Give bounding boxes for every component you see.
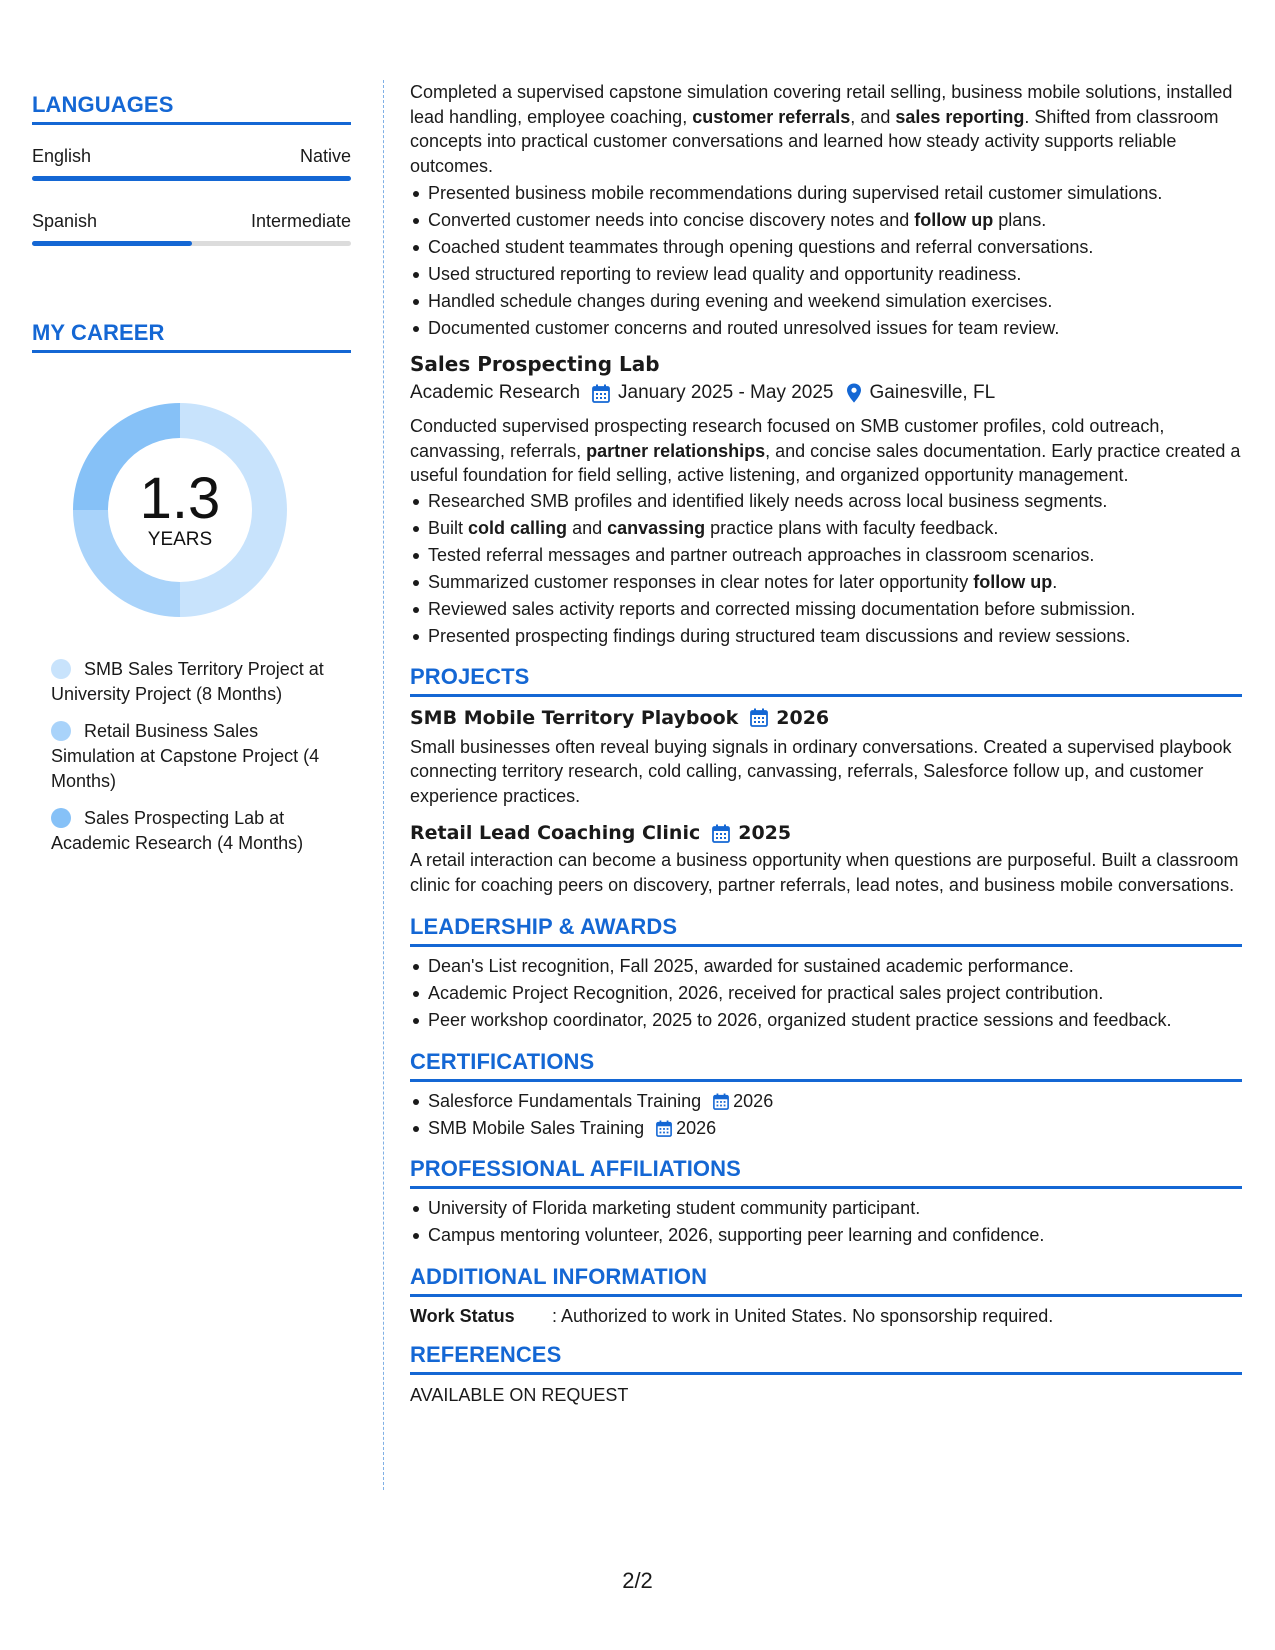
additional-title: ADDITIONAL INFORMATION — [410, 1264, 1242, 1297]
list-item: Researched SMB profiles and identified likely needs across local business segments. — [410, 488, 1242, 515]
language-name: English — [32, 146, 92, 166]
career-donut-chart — [67, 397, 293, 623]
language-name: Spanish — [32, 211, 98, 231]
cert-name: SMB Mobile Sales Training — [428, 1118, 645, 1138]
calendar-icon — [656, 1120, 672, 1137]
language-english — [32, 145, 351, 181]
location-pin-icon — [846, 383, 862, 403]
job-title: Sales Prospecting Lab — [410, 352, 660, 376]
project-name: SMB Mobile Territory Playbook — [410, 706, 739, 729]
language-bar — [32, 241, 351, 246]
work-status-label: Work Status — [410, 1306, 515, 1326]
language-level: Native — [299, 146, 351, 166]
languages-title: LANGUAGES — [32, 92, 351, 125]
list-item: Handled schedule changes during evening and weekend simulation exercises. — [410, 288, 1242, 315]
list-item: Presented prospecting findings during structured team discussions and review sessions. — [410, 623, 1242, 650]
job-description: Conducted supervised prospecting research focused on SMB customer profiles, cold outreach, canvassing, referrals, partner relationships, and concise sales documentation. Early practice created a useful foundation for field selling, active listening, and organized opportunity management. — [410, 416, 1241, 485]
project-description: Small businesses often reveal buying signals in ordinary conversations. Created a supervised playbook connecting territory research, cold calling, canvassing, referrals, Salesforce follow up, and customer experience practices. — [410, 736, 1232, 806]
list-item: Tested referral messages and partner outreach approaches in classroom scenarios. — [410, 542, 1242, 569]
list-item — [410, 1115, 1242, 1142]
job-bullets — [410, 488, 1242, 650]
language-bar-fill — [32, 176, 351, 181]
language-level: Intermediate — [250, 211, 351, 231]
list-item: University of Florida marketing student community participant. — [410, 1195, 1242, 1222]
list-item: Campus mentoring volunteer, 2026, supporting peer learning and confidence. — [410, 1222, 1242, 1249]
project-title — [410, 705, 1242, 731]
career-title: MY CAREER — [32, 320, 351, 353]
career-unit: YEARS — [147, 529, 213, 550]
projects-title: PROJECTS — [410, 664, 1242, 697]
project-name: Retail Lead Coaching Clinic — [410, 822, 701, 844]
affiliations-list — [410, 1195, 1242, 1249]
list-item: Coached student teammates through opening questions and referral conversations. — [410, 234, 1242, 261]
career-legend — [32, 657, 351, 856]
career-legend-item — [51, 657, 331, 707]
legend-label: Sales Prospecting Lab at Academic Research (4 Months) — [51, 808, 304, 853]
list-item: Dean's List recognition, Fall 2025, awarded for sustained academic performance. — [410, 953, 1242, 980]
project-title — [410, 820, 1242, 846]
career-total: 1.3 — [139, 466, 221, 531]
job-meta — [410, 380, 1242, 406]
list-item: Reviewed sales activity reports and corrected missing documentation before submission. — [410, 596, 1242, 623]
leadership-list — [410, 953, 1242, 1034]
calendar-icon — [750, 708, 768, 727]
cert-year: 2026 — [676, 1118, 717, 1138]
legend-label: Retail Business Sales Simulation at Capstone Project (4 Months) — [51, 721, 320, 791]
job-org: Academic Research — [410, 382, 581, 403]
list-item: Built cold calling and canvassing practice plans with faculty feedback. — [410, 515, 1242, 542]
experience-intro: Completed a supervised capstone simulation covering retail selling, business mobile solutions, installed lead handling, employee coaching, customer referrals, and sales reporting. Shifted from classroom concepts into practical customer conversations and learned how steady activity supports reliable outcomes. — [410, 82, 1233, 176]
job-dates: January 2025 - May 2025 — [618, 382, 834, 403]
calendar-icon — [592, 384, 610, 403]
right-column — [410, 80, 1242, 1408]
page-number: 2/2 — [622, 1568, 653, 1593]
language-bar — [32, 176, 351, 181]
column-divider — [383, 80, 384, 1490]
list-item: Presented business mobile recommendations during supervised retail customer simulations. — [410, 180, 1242, 207]
work-status-row — [410, 1304, 1242, 1328]
list-item: Peer workshop coordinator, 2025 to 2026, organized student practice sessions and feedback. — [410, 1007, 1242, 1034]
list-item: Academic Project Recognition, 2026, received for practical sales project contribution. — [410, 980, 1242, 1007]
list-item: Summarized customer responses in clear notes for later opportunity follow up. — [410, 569, 1242, 596]
cert-name: Salesforce Fundamentals Training — [428, 1091, 702, 1111]
career-legend-item — [51, 719, 331, 794]
list-item: Converted customer needs into concise discovery notes and follow up plans. — [410, 207, 1242, 234]
affiliations-title: PROFESSIONAL AFFILIATIONS — [410, 1156, 1242, 1189]
language-bar-fill — [32, 241, 192, 246]
project-description: A retail interaction can become a business opportunity when questions are purposeful. Built a classroom clinic for coaching peers on discovery, partner referrals, lead notes, and business mobile conversations. — [410, 850, 1239, 895]
career-legend-item — [51, 806, 331, 856]
calendar-icon — [713, 1093, 729, 1110]
certifications-list — [410, 1088, 1242, 1142]
legend-dot — [51, 721, 71, 741]
calendar-icon — [712, 824, 730, 843]
leadership-title: LEADERSHIP & AWARDS — [410, 914, 1242, 947]
certifications-title: CERTIFICATIONS — [410, 1049, 1242, 1082]
list-item — [410, 1088, 1242, 1115]
job-location: Gainesville, FL — [869, 382, 996, 403]
references-text: AVAILABLE ON REQUEST — [410, 1385, 629, 1405]
references-title: REFERENCES — [410, 1342, 1242, 1375]
project-year: 2025 — [738, 822, 792, 844]
experience-intro-bullets — [410, 180, 1242, 342]
cert-year: 2026 — [733, 1091, 774, 1111]
legend-label: SMB Sales Territory Project at University Project (8 Months) — [51, 659, 324, 704]
left-column — [32, 92, 351, 868]
project-year: 2026 — [776, 706, 830, 729]
language-spanish — [32, 210, 351, 246]
list-item: Documented customer concerns and routed unresolved issues for team review. — [410, 315, 1242, 342]
legend-dot — [51, 808, 71, 828]
work-status-value: : Authorized to work in United States. No sponsorship required. — [552, 1306, 1054, 1326]
list-item: Used structured reporting to review lead quality and opportunity readiness. — [410, 261, 1242, 288]
legend-dot — [51, 659, 71, 679]
